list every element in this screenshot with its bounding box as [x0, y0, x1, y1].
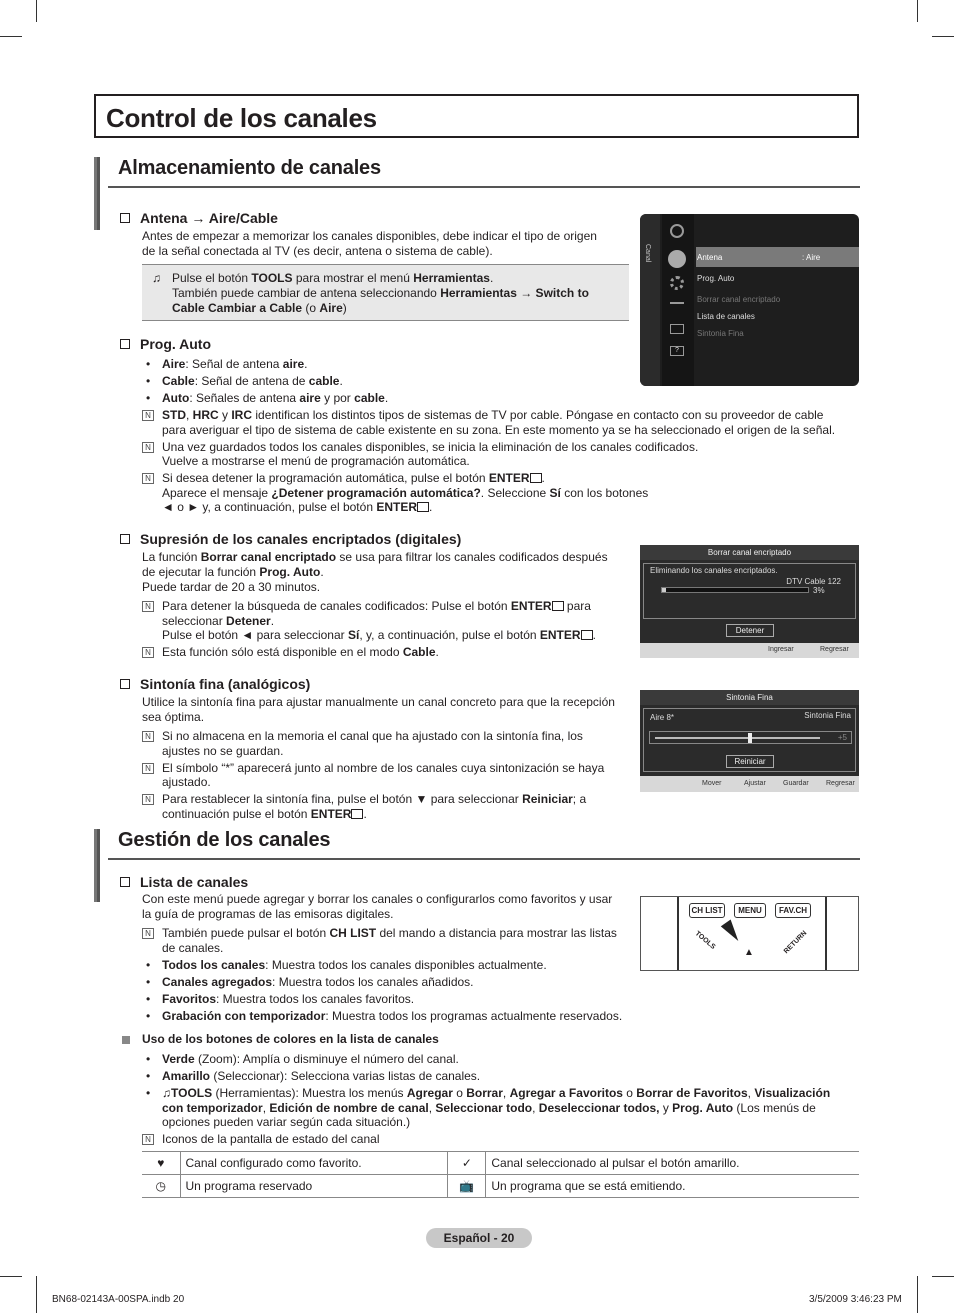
- crop-mark: [0, 36, 22, 37]
- favorite-icon: ♥: [142, 1152, 180, 1175]
- subsection-heading: Antena → Aire/Cable: [120, 210, 278, 226]
- checkbox-icon: [120, 877, 130, 887]
- table-cell: Un programa que se está emitiendo.: [486, 1175, 859, 1198]
- note-icon: N: [142, 928, 154, 939]
- tools-button[interactable]: TOOLS: [693, 930, 717, 951]
- checkbox-icon: [120, 339, 130, 349]
- adjust-hint: Ajustar: [744, 780, 766, 787]
- table-cell: Canal configurado como favorito.: [180, 1152, 448, 1175]
- borrar-hint-bar: [640, 643, 859, 658]
- sintonia-hint-bar: [640, 776, 859, 792]
- note: N El símbolo “*” aparecerá junto al nombre de los canales cuya sintonización se haya: [142, 761, 604, 776]
- subsection-heading: Sintonía fina (analógicos): [120, 676, 310, 692]
- section-heading: Almacenamiento de canales: [118, 157, 381, 179]
- crop-mark: [932, 1276, 954, 1277]
- paragraph: de ejecutar la función Prog. Auto.: [142, 565, 324, 579]
- section-bar: [94, 157, 100, 230]
- sintonia-screen: [640, 690, 859, 792]
- borrar-screen: [640, 545, 859, 658]
- bullet-continuation: con temporizador, Edición de nombre de canal, Seleccionar todo, Deseleccionar todos, y Prog. Auto (Los menús de: [162, 1101, 816, 1115]
- note-line: continuación pulse el botón ENTER .: [162, 807, 367, 821]
- table-cell: Canal seleccionado al pulsar el botón amarillo.: [486, 1152, 859, 1175]
- subsection-heading: Prog. Auto: [120, 336, 211, 352]
- reiniciar-button[interactable]: Reiniciar: [726, 755, 774, 768]
- borrar-channel: DTV Cable 122: [786, 577, 841, 586]
- detener-button[interactable]: Detener: [726, 624, 774, 637]
- note-line: Vuelve a mostrarse el menú de programación automática.: [162, 454, 470, 468]
- tv-icon: 📺: [448, 1175, 486, 1198]
- section-heading: Gestión de los canales: [118, 829, 331, 851]
- sintonia-channel: Aire 8*: [650, 713, 675, 722]
- color-buttons-heading: Uso de los botones de colores en la lista de canales: [142, 1032, 439, 1046]
- help-icon: ?: [670, 346, 684, 356]
- paragraph: de la señal conectada al TV (es decir, antena o sistema de cable).: [142, 244, 493, 258]
- bullet-item: • Todos los canales: Muestra todos los canales disponibles actualmente.: [146, 958, 547, 973]
- page-title: Control de los canales: [106, 103, 377, 133]
- enter-hint: Ingresar: [768, 646, 794, 653]
- enter-icon: [581, 630, 593, 640]
- slider-handle[interactable]: [748, 733, 752, 743]
- crop-mark: [917, 0, 918, 22]
- note-icon: N: [142, 601, 154, 612]
- menu-button[interactable]: MENU: [734, 903, 766, 918]
- table-row: [142, 1175, 859, 1198]
- note: N También puede pulsar el botón CH LIST del mando a distancia para mostrar las listas: [142, 926, 617, 941]
- paragraph: Puede tardar de 20 a 30 minutos.: [142, 580, 321, 594]
- menu-row-sintonia[interactable]: Sintonia Fina: [697, 329, 744, 338]
- channel-icon: [668, 250, 686, 268]
- menu-sidebar: [640, 214, 660, 386]
- page-title-box: [94, 94, 859, 138]
- tip-box: [142, 264, 629, 321]
- bullet-item: • Favoritos: Muestra todos los canales favoritos.: [146, 992, 414, 1007]
- menu-row-borrar[interactable]: Borrar canal encriptado: [697, 295, 781, 304]
- table-cell: Un programa reservado: [180, 1175, 448, 1198]
- note: N Iconos de la pantalla de estado del canal: [142, 1132, 380, 1147]
- paragraph: Utilice la sintonía fina para ajustar manualmente un canal concreto para que la recepción: [142, 695, 615, 709]
- footer-date: 3/5/2009 3:46:23 PM: [809, 1294, 902, 1305]
- section-bar: [94, 829, 100, 902]
- crop-mark: [932, 36, 954, 37]
- bullet-item: • Cable: Señal de antena de cable.: [146, 374, 343, 389]
- paragraph: la guía de programas de las emisoras digitales.: [142, 907, 394, 921]
- status-icons-table: [142, 1151, 859, 1198]
- sintonia-label: Sintonia Fina: [804, 711, 851, 720]
- tools-icon: ♫: [162, 1086, 171, 1100]
- menu-row-antena[interactable]: Antena: [697, 253, 723, 262]
- paragraph: Con este menú puede agregar y borrar los canales o configurarlos como favoritos y usar: [142, 892, 613, 906]
- clock-icon: ◷: [142, 1175, 180, 1198]
- bullet-item: • ♫TOOLS (Herramientas): Muestra los menús Agregar o Borrar, Agregar a Favoritos o Borrar de Favoritos, Visualización: [146, 1086, 858, 1101]
- note-line: Aparece el mensaje ¿Detener programación automática?. Seleccione Sí con los botones: [162, 486, 649, 500]
- checkbox-icon: [120, 213, 130, 223]
- page-number-badge: Español - 20: [426, 1228, 532, 1248]
- bullet-item: • Verde (Zoom): Amplía o disminuye el número del canal.: [146, 1052, 459, 1067]
- save-hint: Guardar: [783, 780, 809, 787]
- note: N Para restablecer la sintonía fina, pulse el botón ▼ para seleccionar Reiniciar; a: [142, 792, 586, 807]
- menu-row-prog-auto[interactable]: Prog. Auto: [697, 274, 735, 283]
- slider-track: [655, 737, 820, 739]
- bullet-continuation: opciones pueden variar según cada situación.): [162, 1115, 411, 1129]
- note-icon: N: [142, 410, 154, 421]
- enter-icon: [351, 809, 363, 819]
- paragraph: La función Borrar canal encriptado se usa para filtrar los canales codificados después: [142, 550, 608, 564]
- bullet-item: • Auto: Señales de antena aire y por cable.: [146, 391, 388, 406]
- note-icon: N: [142, 731, 154, 742]
- progress-percent: 3%: [813, 586, 825, 595]
- note: N Para detener la búsqueda de canales codificados: Pulse el botón ENTER para: [142, 599, 591, 614]
- note-icon: N: [142, 473, 154, 484]
- enter-icon: [417, 502, 429, 512]
- enter-icon: [530, 473, 542, 483]
- fav-ch-button[interactable]: FAV.CH: [775, 903, 811, 918]
- return-hint: Regresar: [826, 780, 855, 787]
- checkbox-icon: [120, 679, 130, 689]
- subsection-heading: Supresión de los canales encriptados (digitales): [120, 531, 461, 547]
- ch-list-button[interactable]: CH LIST: [689, 903, 725, 918]
- note-line: Pulse el botón ◄ para seleccionar Sí, y, a continuación, pulse el botón ENTER .: [162, 628, 596, 642]
- slider-value: +5: [837, 733, 847, 742]
- note: N Si no almacena en la memoria el canal que ha ajustado con la sintonía fina, los: [142, 729, 583, 744]
- borrar-screen-title: Borrar canal encriptado: [640, 545, 859, 560]
- picture-icon: [670, 224, 684, 238]
- note-icon: N: [142, 1134, 154, 1145]
- return-button[interactable]: RETURN: [782, 929, 809, 956]
- move-hint: Mover: [702, 780, 722, 787]
- section-divider: [108, 858, 860, 860]
- crop-mark: [36, 0, 37, 22]
- input-icon: [670, 302, 684, 310]
- tools-icon: ♫: [152, 271, 161, 285]
- note-icon: N: [142, 647, 154, 658]
- note: N STD, HRC y IRC identifican los distintos tipos de sistemas de TV por cable. Póngase en contacto con su proveedor de cable: [142, 408, 859, 423]
- borrar-panel: [643, 563, 856, 619]
- crop-mark: [36, 1276, 37, 1313]
- note: N Una vez guardados todos los canales disponibles, se inicia la eliminación de los canales codificados.: [142, 440, 698, 455]
- checkmark-icon: ✓: [448, 1152, 486, 1175]
- note-line: seleccionar Detener.: [162, 614, 275, 628]
- sintonia-slider[interactable]: [649, 731, 852, 744]
- sintonia-screen-title: Sintonia Fina: [640, 690, 859, 705]
- note-icon: N: [142, 763, 154, 774]
- menu-side-label: Canal: [644, 244, 651, 263]
- section-divider: [108, 186, 860, 188]
- note-line: para averiguar el tipo de sistema de cable existente en su zona. En este momento ya se ha seleccionado el origen de la señal.: [162, 423, 836, 437]
- checkbox-icon: [120, 534, 130, 544]
- note: N Esta función sólo está disponible en el modo Cable.: [142, 645, 439, 660]
- up-arrow-icon[interactable]: ▲: [744, 947, 754, 958]
- note-icon: N: [142, 442, 154, 453]
- table-row: [142, 1152, 859, 1175]
- menu-row-lista[interactable]: Lista de canales: [697, 312, 755, 321]
- bullet-item: • Canales agregados: Muestra todos los canales añadidos.: [146, 975, 474, 990]
- note-line: ajustado.: [162, 775, 211, 789]
- progress-bar: [661, 587, 809, 593]
- crop-mark: [0, 1276, 22, 1277]
- note-icon: N: [142, 794, 154, 805]
- tip-line: Pulse el botón TOOLS para mostrar el menú Herramientas.: [172, 271, 494, 285]
- return-hint: Regresar: [820, 646, 849, 653]
- paragraph: sea óptima.: [142, 710, 205, 724]
- note-line: de canales.: [162, 941, 224, 955]
- setup-icon: [670, 276, 684, 290]
- crop-mark: [917, 1276, 918, 1313]
- enter-icon: [552, 601, 564, 611]
- note-line: ajustes no se guardan.: [162, 744, 284, 758]
- footer-file: BN68-02143A-00SPA.indb 20: [52, 1294, 185, 1305]
- bullet-item: • Amarillo (Seleccionar): Selecciona varias listas de canales.: [146, 1069, 480, 1084]
- note: N Si desea detener la programación automática, pulse el botón ENTER .: [142, 471, 545, 486]
- bullet-item: • Aire: Señal de antena aire.: [146, 357, 307, 372]
- menu-row-antena-value: : Aire: [802, 253, 821, 262]
- square-bullet-icon: [122, 1036, 130, 1044]
- bullet-item: • Grabación con temporizador: Muestra todos los programas actualmente reservados.: [146, 1009, 622, 1024]
- application-icon: [670, 324, 684, 334]
- menu-icon-column: [662, 214, 694, 386]
- note-line: ◄ o ► y, a continuación, pulse el botón ENTER .: [162, 500, 433, 514]
- tip-line: Cable Cambiar a Cable (o Aire): [172, 301, 347, 315]
- remote-control-image: [640, 896, 859, 971]
- tv-menu-screenshot: [640, 214, 859, 386]
- paragraph: Antes de empezar a memorizar los canales disponibles, debe indicar el tipo de origen: [142, 229, 597, 243]
- borrar-message: Eliminando los canales encriptados.: [650, 566, 778, 575]
- tip-line: También puede cambiar de antena seleccionando Herramientas → Switch to: [172, 286, 589, 300]
- subsection-heading: Lista de canales: [120, 874, 248, 890]
